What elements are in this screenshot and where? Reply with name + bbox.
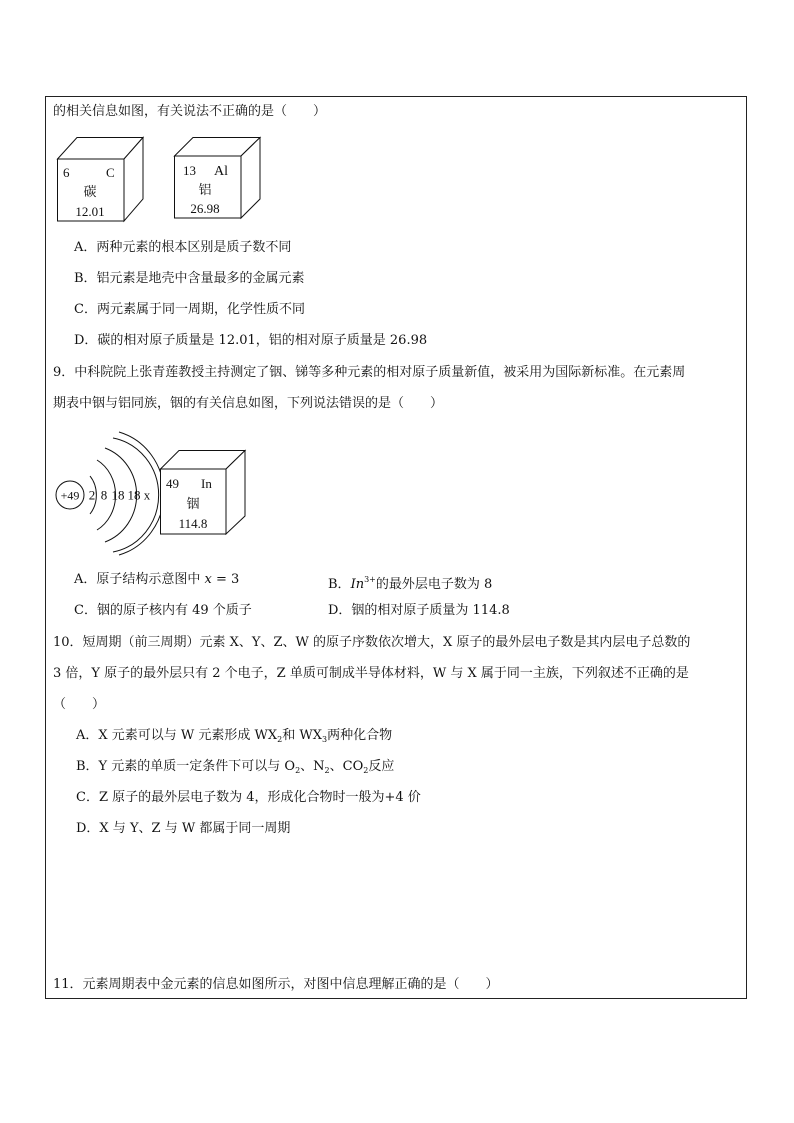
shell-electrons-3: 18: [111, 487, 125, 503]
q9-option-d: D．铟的相对原子质量为 114.8: [328, 603, 510, 618]
q10-option-b-sub3: 2: [363, 766, 369, 775]
q9-option-a: [74, 572, 239, 588]
indium-atomic-number: 49: [166, 476, 179, 491]
q9-option-b: [328, 572, 492, 593]
q10-option-a-text2: 和 WX: [282, 728, 322, 743]
q10-option-b-text1: B．Y 元素的单质一定条件下可以与 O: [76, 759, 296, 774]
q10-stem-line1: 10．短周期（前三周期）元素 X、Y、Z、W 的原子序数依次增大，X 原子的最外层电子数是其内层电子总数的: [53, 635, 691, 650]
indium-name: 铟: [186, 496, 200, 511]
shell-electrons-5: x: [143, 487, 151, 503]
q10-option-a-sub1: 2: [277, 735, 283, 744]
q10-option-a: [76, 728, 392, 748]
q8-option-a: A．两种元素的根本区别是质子数不同: [74, 240, 292, 255]
shell-electrons-4: 18: [127, 487, 141, 503]
aluminum-atomic-number: 13: [183, 163, 196, 178]
q9-option-a-value: = 3: [211, 572, 240, 587]
q8-option-b: B．铝元素是地壳中含量最多的金属元素: [74, 271, 305, 286]
indium-atomic-mass: 114.8: [178, 516, 208, 531]
q9-stem-line2: 期表中铟与铝同族，铟的有关信息如图，下列说法错误的是（ ）: [53, 396, 444, 411]
q10-option-d: D．X 与 Y、Z 与 W 都属于同一周期: [76, 821, 291, 836]
q9-option-b-ion: In: [350, 577, 365, 592]
q9-option-c: C．铟的原子核内有 49 个质子: [74, 603, 252, 618]
q10-option-b: [76, 759, 394, 779]
q10-option-b-sub1: 2: [295, 766, 301, 775]
q9-option-a-text: A．原子结构示意图中: [74, 572, 205, 587]
q9-option-a-variable: x: [204, 572, 212, 587]
q8-option-d: D．碳的相对原子质量是 12.01，铝的相对原子质量是 26.98: [74, 333, 428, 348]
q9-stem-line1: 9．中科院院上张青莲教授主持测定了铟、锑等多种元素的相对原子质量新值，被采用为国际新标准。在元素周: [53, 365, 686, 380]
carbon-symbol: C: [106, 165, 115, 180]
indium-element-card: [160, 450, 248, 538]
carbon-atomic-mass: 12.01: [75, 204, 105, 219]
indium-atomic-structure-diagram: [53, 430, 158, 555]
q9-option-b-charge: 3+: [364, 575, 376, 584]
q10-stem-line3: （ ）: [53, 697, 106, 712]
q9-option-b-label: B．: [328, 577, 351, 592]
carbon-element-card: [57, 137, 147, 223]
q10-option-b-sub2: 2: [324, 766, 330, 775]
aluminum-symbol: Al: [214, 164, 228, 179]
q8-option-c: C．两元素属于同一周期，化学性质不同: [74, 302, 305, 317]
q10-option-b-text3: 、CO: [329, 759, 364, 774]
q10-option-a-sub2: 3: [322, 735, 328, 744]
aluminum-element-card: [174, 137, 264, 223]
shell-electrons-1: 2: [88, 487, 96, 503]
q10-option-b-text4: 反应: [368, 759, 395, 774]
indium-symbol: In: [201, 476, 212, 491]
nucleus-charge: +49: [60, 488, 80, 503]
q8-stem: 的相关信息如图，有关说法不正确的是（ ）: [53, 104, 327, 119]
q10-option-b-text2: 、N: [300, 759, 325, 774]
q10-stem-line2: 3 倍，Y 原子的最外层只有 2 个电子，Z 单质可制成半导体材料，W 与 X 属于同一主族，下列叙述不正确的是: [53, 666, 689, 681]
q10-option-a-text3: 两种化合物: [327, 728, 393, 743]
q10-option-a-text1: A．X 元素可以与 W 元素形成 WX: [76, 728, 278, 743]
q9-option-b-text: 的最外层电子数为 8: [375, 577, 493, 592]
q10-option-c: C．Z 原子的最外层电子数为 4，形成化合物时一般为+4 价: [76, 790, 421, 805]
aluminum-atomic-mass: 26.98: [190, 201, 220, 216]
q11-stem: 11．元素周期表中金元素的信息如图所示，对图中信息理解正确的是（ ）: [53, 977, 499, 992]
carbon-atomic-number: 6: [63, 165, 70, 180]
aluminum-name: 铝: [198, 182, 212, 197]
shell-electrons-2: 8: [100, 487, 108, 503]
carbon-name: 碳: [83, 184, 97, 199]
